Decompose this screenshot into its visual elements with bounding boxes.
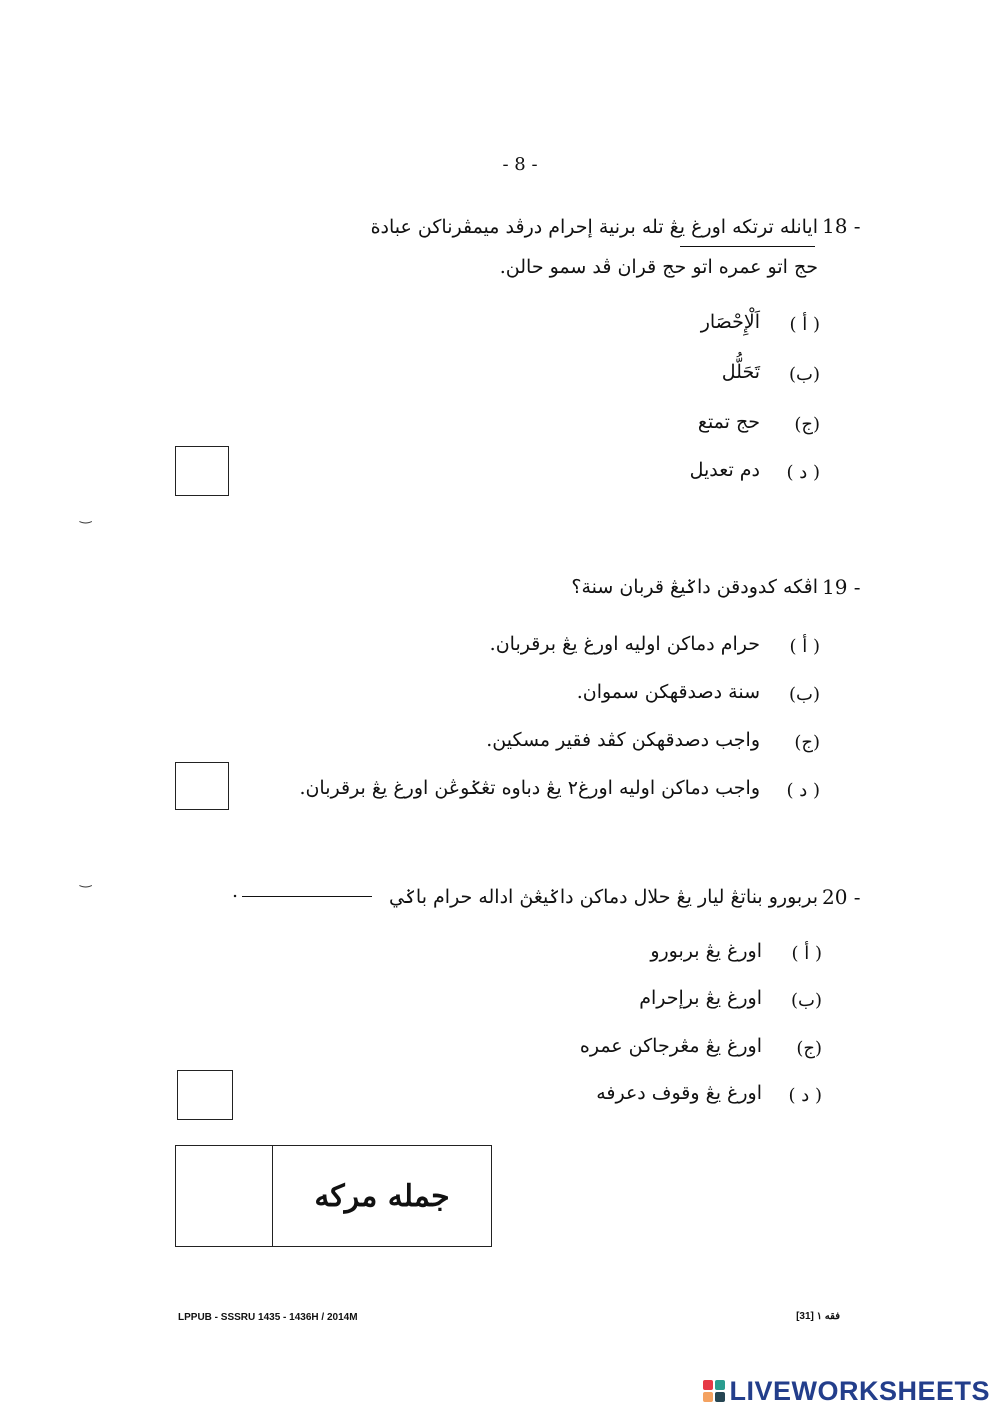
question-20-answer-box[interactable] <box>177 1070 233 1120</box>
label-table <box>175 1145 492 1247</box>
question-18-option-a[interactable]: اَلْإِحْصَار <box>700 311 760 333</box>
question-19-number: 19 - <box>822 575 861 599</box>
question-19-option-a[interactable]: حرام دماكن اوليه اورغ يڠ برقربان. <box>489 633 760 655</box>
question-20-option-b-letter: (ب) <box>791 990 822 1011</box>
question-20-option-c[interactable]: اورغ يڠ مڠرجاكن عمره <box>579 1035 762 1057</box>
question-20-option-d-letter: ( د ) <box>788 1085 822 1106</box>
question-18-option-b[interactable]: تَحَلُّل <box>721 361 760 383</box>
question-18-number: 18 - <box>822 214 861 238</box>
question-19-option-c[interactable]: واجب دصدقهكن كڤد فقير مسكين. <box>486 729 760 751</box>
question-19-option-d[interactable]: واجب دماكن اوليه اورغ٢ يڠ دباوه تڠݢوڠن اورغ يڠ برقربان. <box>299 777 760 799</box>
footer-subject: فقه ١ [31] <box>796 1311 840 1322</box>
question-20-option-d[interactable]: اورغ يڠ وقوف دعرفه <box>596 1082 762 1104</box>
question-18-option-c[interactable]: حج تمتع <box>697 411 760 433</box>
question-18-option-a-letter: ( أ ) <box>789 314 820 335</box>
question-18-option-b-letter: (ب) <box>789 364 820 385</box>
question-18-text-end: ايانله ترتكه اورغ يڠ تله برنية إحرام درڤد ميمڤرناكن عبادة <box>370 216 818 238</box>
question-20-option-a-letter: ( أ ) <box>791 943 822 964</box>
question-20-number: 20 - <box>822 885 861 909</box>
label-table-empty-cell[interactable] <box>176 1146 273 1246</box>
question-19-option-b[interactable]: سنة دصدقهكن سموان. <box>576 681 760 703</box>
liveworksheets-logo-icon <box>703 1380 725 1402</box>
page-number: - 8 - <box>502 154 538 175</box>
margin-mark: ‿ <box>80 872 92 888</box>
question-18-option-d[interactable]: دم تعديل <box>689 459 760 481</box>
question-19-option-c-letter: (ج) <box>794 732 820 753</box>
question-20-option-a[interactable]: اورغ يڠ بربورو <box>650 940 762 962</box>
brand-name: LIVEWORKSHEETS <box>729 1375 990 1406</box>
question-20-text: بربورو بناتڠ ليار يڠ حلال دماكن داݢيڠڽ اداله حرام باݢي <box>388 886 818 908</box>
question-19-option-b-letter: (ب) <box>789 684 820 705</box>
margin-mark: ‿ <box>80 508 92 524</box>
question-20-option-b[interactable]: اورغ يڠ برإحرام <box>639 987 762 1009</box>
question-20-option-c-letter: (ج) <box>796 1038 822 1059</box>
question-19-option-d-letter: ( د ) <box>786 780 820 801</box>
question-20-blank: . <box>232 880 377 902</box>
liveworksheets-brand <box>703 1376 990 1406</box>
question-18-line2: حج اتو عمره اتو حج قران ڤد سمو حالن. <box>499 256 818 278</box>
question-18-answer-box[interactable] <box>175 446 229 496</box>
label-text: جمله مركه <box>314 1178 450 1214</box>
question-18-option-d-letter: ( د ) <box>786 462 820 483</box>
footer-code: LPPUB - SSSRU 1435 - 1436H / 2014M <box>178 1312 358 1323</box>
question-18-option-c-letter: (ج) <box>794 414 820 435</box>
question-19-answer-box[interactable] <box>175 762 229 810</box>
question-19-text: اڤكه كدودقن داݢيڠ قربان سنة؟ <box>571 576 818 598</box>
label-table-text-cell <box>273 1146 491 1246</box>
question-19-option-a-letter: ( أ ) <box>789 636 820 657</box>
